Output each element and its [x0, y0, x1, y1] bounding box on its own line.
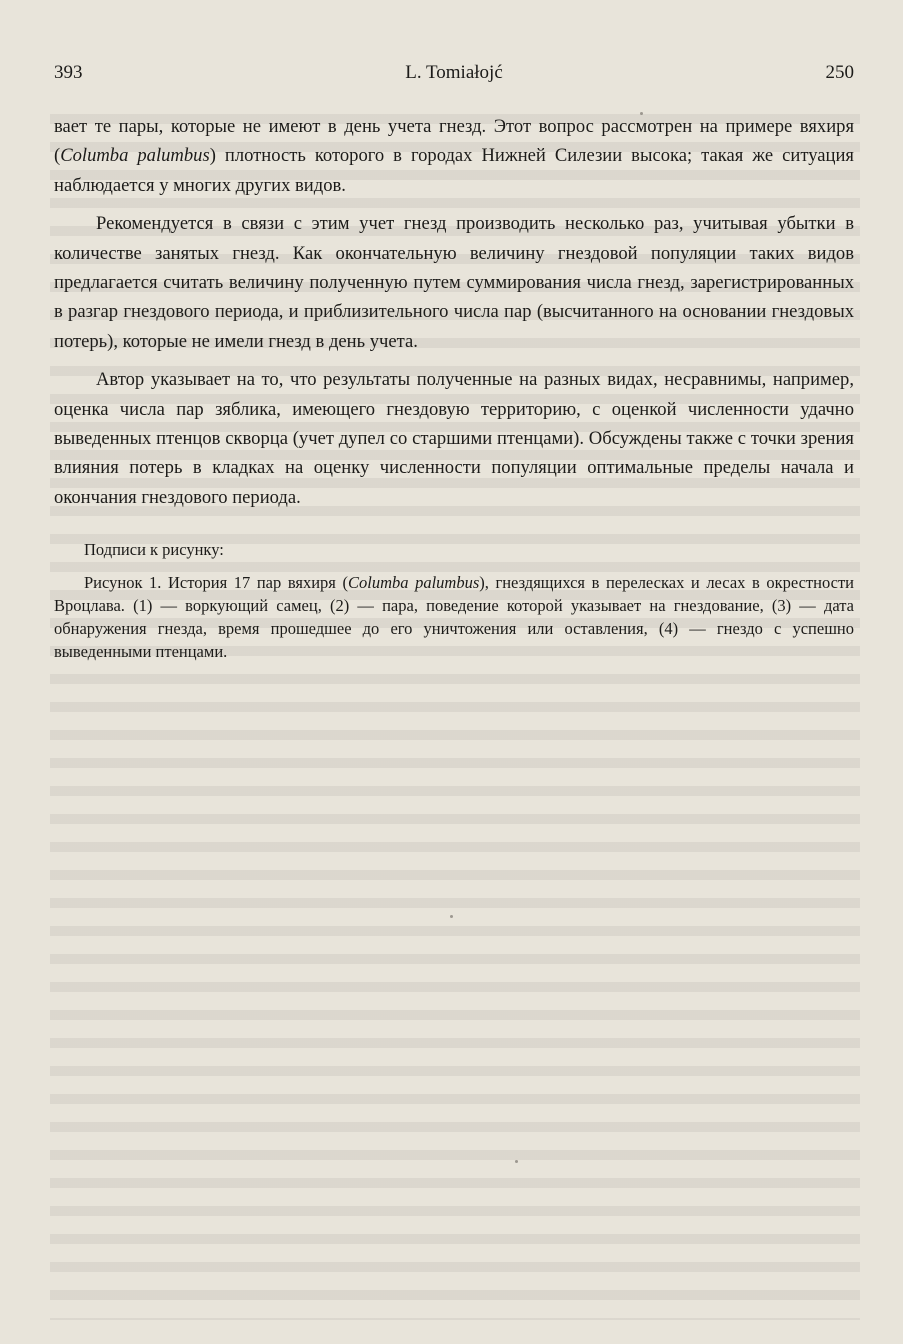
page-number-left: 393: [54, 62, 83, 83]
paragraph-2: Рекомендуется в связи с этим учет гнезд производить несколько раз, учитывая убытки в количестве занятых гнезд. Как окончательную величину гнездовой популяции таких видов предлагается считать величину полученную путем суммирования числа гнезд, зарегистрированных в разгар гнездового периода, и приблизительного числа пар (высчитанного на основании гнездовых потерь), которые не имели гнезд в день учета.: [54, 213, 854, 352]
running-head-author: L. Tomiałojć: [405, 62, 503, 83]
body-text: [54, 112, 854, 521]
species-name: Columba palumbus: [60, 145, 210, 167]
scan-speck: [640, 112, 643, 115]
figure-caption: Рисунок 1. История 17 пар вяхиря (Columba palumbus), гнездящихся в перелесках и лесах в окрестности Вроцлава. (1) — воркующий самец, (2) — пара, поведение которой указывает на гнездование, (3) — дата обнаружения гнезда, время прошедшее до его уничтожения или оставления, (4) — гнездо с успешно выведенными птенцами.: [54, 573, 854, 661]
scan-speck: [450, 915, 453, 918]
paragraph-1: вает те пары, которые не имеют в день учета гнезд. Этот вопрос рассмотрен на примере вяхиря (Columba palumbus) плотность которого в городах Нижней Силезии высока; такая же ситуация наблюдается у многих других видов.: [54, 116, 854, 196]
page-number-right: 250: [825, 62, 854, 83]
page-header: [54, 62, 854, 88]
caption-heading: Подписи к рисунку:: [84, 540, 224, 559]
caption-species-name: Columba palumbus: [347, 573, 480, 592]
paragraph-3: Автор указывает на то, что результаты полученные на разных видах, несравнимы, например, оценка числа пар зяблика, имеющего гнездовую территорию, с оценкой численности удачно выведенных птенцов скворца (учет дупел со старшими птенцами). Обсуждены также с точки зрения влияния потерь в кладках на оценку численности популяции оптимальные пределы начала и окончания гнездового периода.: [54, 369, 854, 508]
scan-speck: [515, 1160, 518, 1163]
